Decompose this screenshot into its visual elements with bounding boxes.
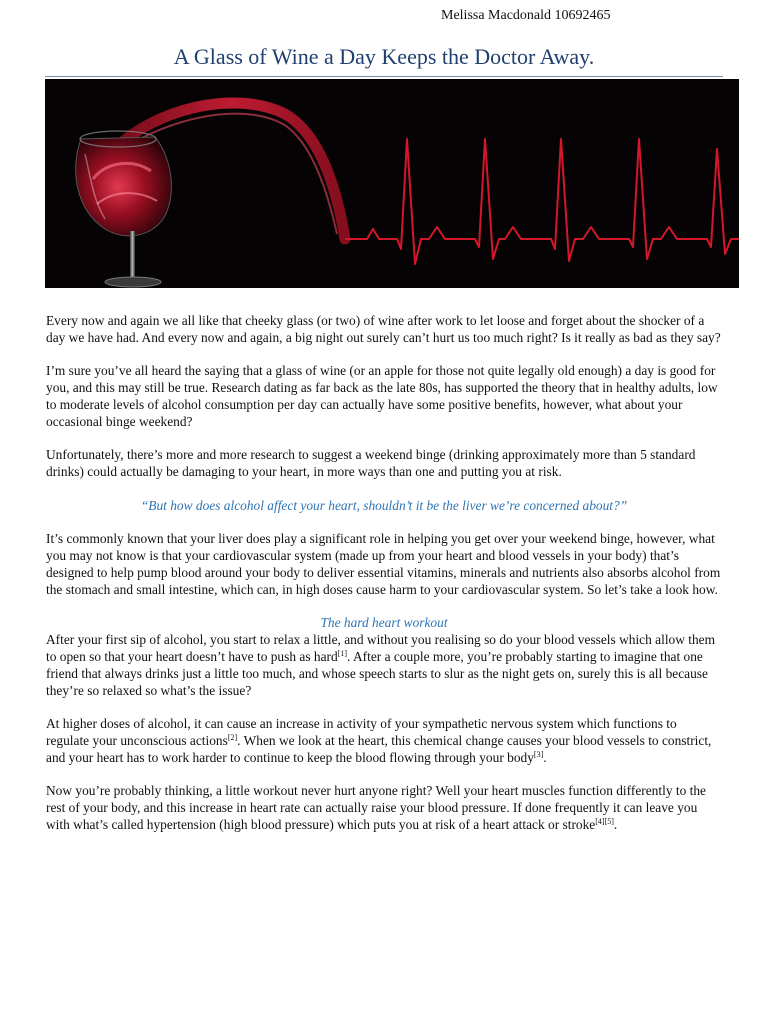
wine-glass-ecg-illustration — [45, 79, 739, 288]
paragraph-saying: I’m sure you’ve all heard the saying that a glass of wine (or an apple for those not quite legally old enough) a day is good for you, and this may still be true. Research dating as far back as the late 80s, has supported the theory that in healthy adults, low to moderate levels of alcohol consumption per day can actually have some positive benefits, however, what about your occasional binge weekend? — [46, 363, 718, 429]
pull-quote: “But how does alcohol affect your heart, shouldn’t it be the liver we’re concerned about?” — [140, 497, 628, 513]
hero-image — [45, 79, 739, 288]
reference-4-5[interactable]: [4][5] — [595, 816, 614, 826]
title-divider — [45, 76, 723, 77]
paragraph-text: . — [613, 816, 618, 832]
article-body — [46, 313, 722, 834]
paragraph-text: After your first sip of alcohol, you start to relax a little, and without you realising so do your blood vessels which allow them to open so that your heart doesn’t have to push as hard — [46, 632, 716, 664]
paragraph-higher-doses — [46, 716, 722, 766]
paragraph-first-sip — [46, 632, 722, 699]
paragraph-text: Now you’re probably thinking, a little workout never hurt anyone right? Well your heart muscles function differently to the rest of your body, and this increase in heart rate can actually raise your blood pressure. If done frequently it can leave you with what’s called hypertension (high blood pressure) which puts you at risk of a heart attack or stroke — [46, 783, 706, 832]
page-title: A Glass of Wine a Day Keeps the Doctor Away. — [173, 44, 595, 69]
author-line: Melissa Macdonald 10692465 — [441, 8, 611, 23]
paragraph-text: . After a couple more, you’re probably starting to imagine that one friend that always drinks just a little too much, and whose speech starts to slur as the night gets on, surely this is all because they’re so relaxed so what’s the issue? — [46, 648, 708, 698]
paragraph-text: . When we look at the heart, this chemical change causes your blood vessels to constrict, and your heart has to work harder to continue to keep the blood flowing through your body — [46, 732, 712, 765]
paragraph-liver: It’s commonly known that your liver does play a significant role in helping you get over your weekend binge, however, what you may not know is that your cardiovascular system (made up from your heart and blood vessels in your body) that’s designed to help pump blood around your body to deliver essential vitamins, minerals and nutrients also absorbs alcohol from the stomach and small intestine, which can, in high doses cause harm to your cardiovascular system. So let’s take a look how. — [46, 531, 721, 597]
paragraph-workout — [46, 783, 722, 833]
paragraph-binge: Unfortunately, there’s more and more research to suggest a weekend binge (drinking approximately more than 5 standard drinks) could actually be damaging to your heart, in more ways than one and putting you at risk. — [46, 447, 696, 480]
section-heading: The hard heart workout — [320, 615, 448, 631]
paragraph-text: . — [543, 749, 547, 765]
reference-3[interactable]: [3] — [533, 749, 544, 759]
paragraph-text: At higher doses of alcohol, it can cause an increase in activity of your sympathetic nervous system which functions to regulate your unconscious actions — [46, 716, 677, 748]
reference-2[interactable]: [2] — [227, 732, 238, 742]
reference-1[interactable]: [1] — [337, 648, 348, 658]
paragraph-intro: Every now and again we all like that cheeky glass (or two) of wine after work to let loose and forget about the shocker of a day we have had. And every now and again, a big night out surely can’t hurt us too much right? Is it really as bad as they say? — [46, 313, 721, 345]
